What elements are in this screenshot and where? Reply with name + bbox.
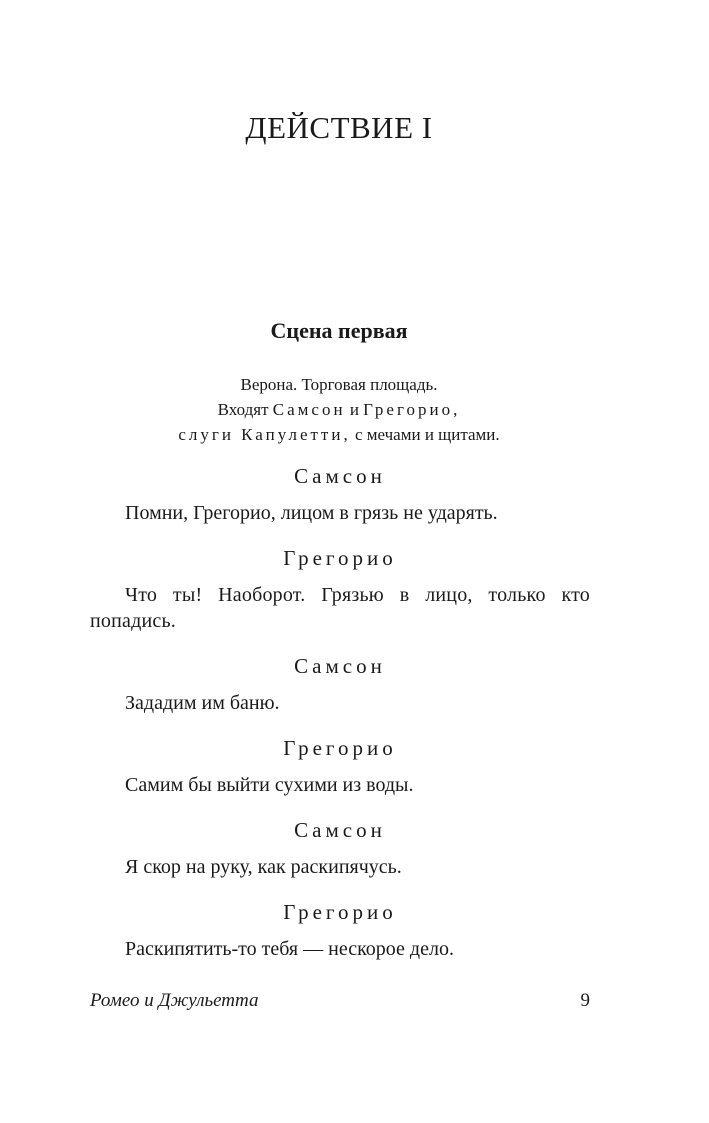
page-footer [90, 990, 590, 1016]
stage-direction-line-3 [0, 422, 678, 447]
character-name-gregorio: Грегорио, [363, 400, 461, 419]
stage-direction-and: и [349, 400, 359, 419]
dialogue-block [90, 652, 590, 716]
speaker-name: Грегорио [283, 736, 397, 760]
stage-direction-line-2 [0, 397, 678, 422]
page-number: 9 [580, 990, 590, 1011]
act-title: ДЕЙСТВИЕ I [245, 110, 433, 145]
speaker-name: Самсон [294, 654, 386, 678]
speaker-name: Самсон [294, 818, 386, 842]
stage-direction [0, 372, 678, 447]
stage-direction-weapons: с мечами и щитами. [354, 425, 500, 444]
speaker-name: Самсон [294, 464, 386, 488]
dialogue-block [90, 734, 590, 798]
running-title: Ромео и Джульетта [90, 990, 259, 1011]
character-name-samson: Самсон [272, 400, 346, 419]
speech-line: Зададим им баню. [125, 692, 280, 714]
speech-line: Самим бы выйти сухими из воды. [125, 774, 414, 796]
dialogue-block [90, 462, 590, 526]
dialogue-block [90, 898, 590, 962]
speech-line: Раскипятить-то тебя — нескорое дело. [125, 938, 454, 960]
scene-title: Сцена первая [270, 318, 408, 343]
dialogue-block [90, 816, 590, 880]
stage-direction-prefix: Входят [217, 400, 269, 419]
stage-direction-servants: слуги Капулетти, [178, 425, 351, 444]
speech-line: Что ты! Наоборот. Грязью в лицо, только кто попадись. [90, 584, 590, 632]
speech-line: Я скор на руку, как раскипячусь. [125, 856, 402, 878]
speaker-name: Грегорио [283, 546, 397, 570]
stage-direction-line-1: Верона. Торговая площадь. [240, 375, 438, 394]
dialogue [90, 462, 590, 980]
speech-line: Помни, Грегорио, лицом в грязь не ударять. [125, 502, 498, 524]
speaker-name: Грегорио [283, 900, 397, 924]
dialogue-block [90, 544, 590, 634]
